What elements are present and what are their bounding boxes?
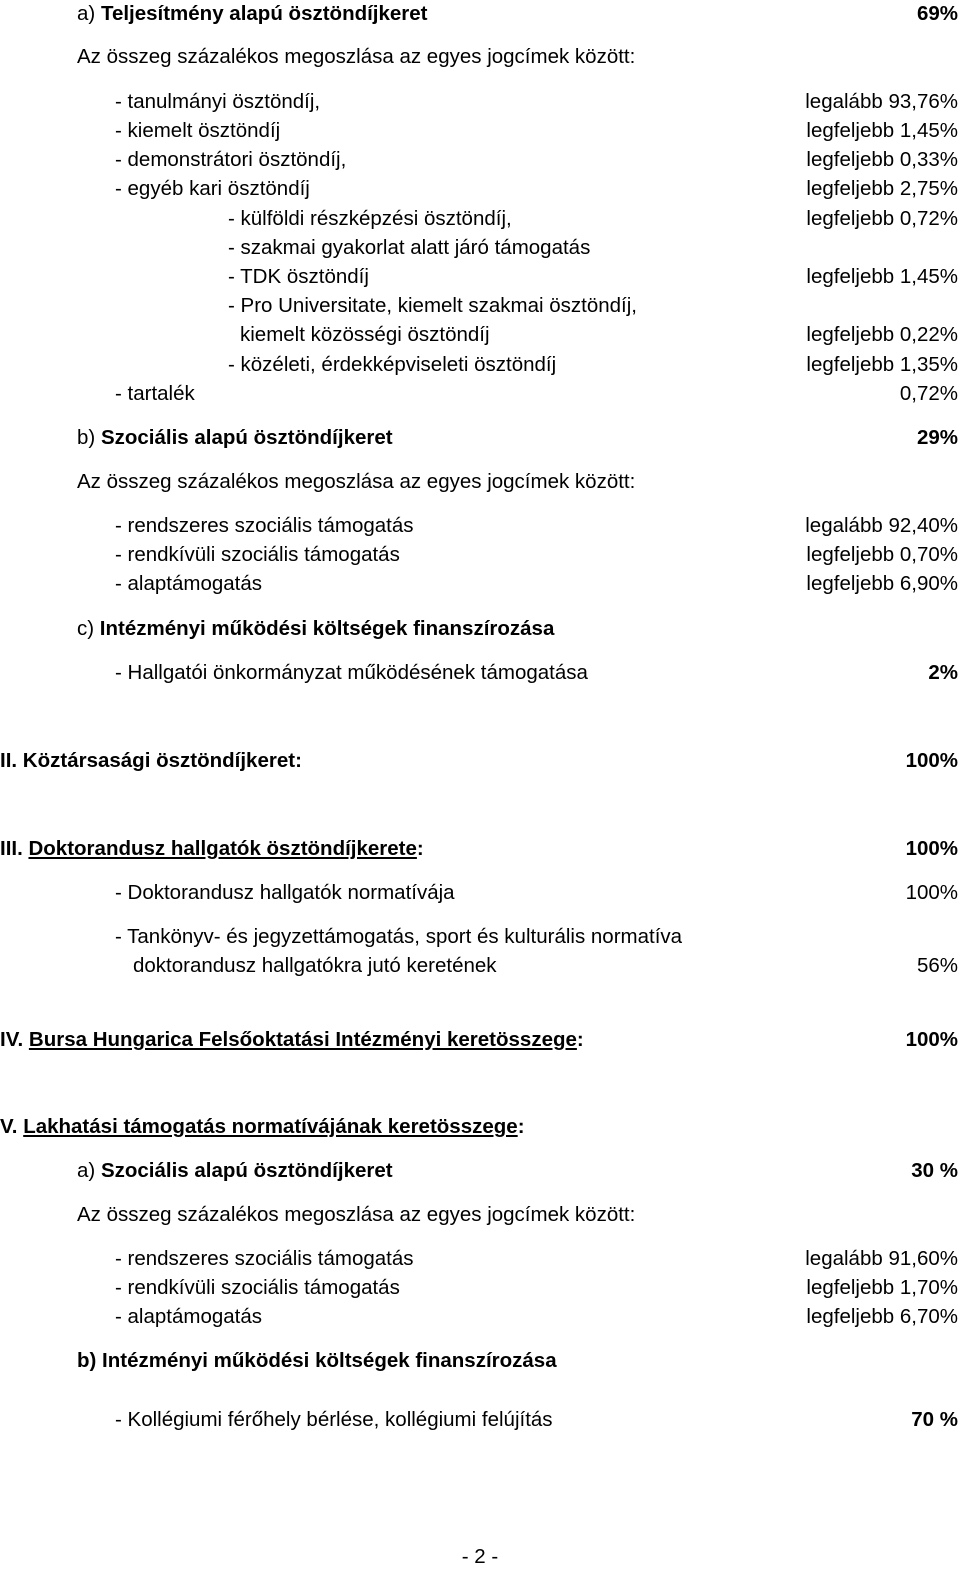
list-item-label: - alaptámogatás: [115, 572, 263, 595]
section-Va-heading: a) Szociális alapú ösztöndíjkeret: [77, 1159, 393, 1182]
section-Va-intro: Az összeg százalékos megoszlása az egyes jogcímek között:: [77, 1203, 636, 1226]
list-item-value: legfeljebb 1,45%: [806, 265, 958, 288]
page-number: - 2 -: [461, 1545, 499, 1568]
list-item-value: legfeljebb 0,33%: [806, 148, 958, 171]
section-a-percent: 69%: [916, 2, 958, 25]
list-item-label: - egyéb kari ösztöndíj: [115, 177, 310, 200]
list-item-value: 56%: [916, 954, 958, 977]
list-item-value: legfeljebb 0,72%: [806, 207, 958, 230]
section-III-heading: III. Doktorandusz hallgatók ösztöndíjkerete:: [0, 837, 424, 860]
list-item-label: - rendkívüli szociális támogatás: [115, 1276, 400, 1299]
section-b-percent: 29%: [916, 426, 958, 449]
list-item-label: - rendkívüli szociális támogatás: [115, 543, 400, 566]
list-item-label: - tartalék: [115, 382, 195, 405]
list-item-value: 100%: [905, 881, 958, 904]
section-b-heading: b) Szociális alapú ösztöndíjkeret: [77, 426, 393, 449]
list-item-label: - kiemelt ösztöndíj: [115, 119, 281, 142]
section-b-title: Szociális alapú ösztöndíjkeret: [100, 426, 393, 449]
list-item-label: - tanulmányi ösztöndíj,: [115, 90, 321, 113]
section-b-intro: Az összeg százalékos megoszlása az egyes jogcímek között:: [77, 470, 636, 493]
list-item-label: - közéleti, érdekképviseleti ösztöndíj: [228, 353, 557, 376]
list-item-label: - Kollégiumi férőhely bérlése, kollégiumi felújítás: [115, 1408, 553, 1431]
list-item-label: - külföldi részképzési ösztöndíj,: [228, 207, 512, 230]
list-item-value: legfeljebb 1,35%: [806, 353, 958, 376]
list-item-label: - demonstrátori ösztöndíj,: [115, 148, 347, 171]
section-c-heading: c) Intézményi működési költségek finanszírozása: [77, 617, 555, 640]
section-IV-percent: 100%: [905, 1028, 958, 1051]
section-III-percent: 100%: [905, 837, 958, 860]
list-item-value: legfeljebb 1,70%: [806, 1276, 958, 1299]
section-II-title: Köztársasági ösztöndíjkeret:: [22, 749, 302, 772]
list-item-label: - rendszeres szociális támogatás: [115, 514, 414, 537]
list-item-value: legfeljebb 6,90%: [806, 572, 958, 595]
section-Va-title: Szociális alapú ösztöndíjkeret: [100, 1159, 393, 1182]
section-a-title: Teljesítmény alapú ösztöndíjkeret: [100, 2, 428, 25]
section-a-heading: a) Teljesítmény alapú ösztöndíjkeret: [77, 2, 428, 25]
list-item-value: legfeljebb 0,22%: [806, 323, 958, 346]
list-item-value: legalább 93,76%: [805, 90, 958, 113]
section-IV-heading: IV. Bursa Hungarica Felsőoktatási Intézményi keretösszege:: [0, 1028, 584, 1051]
list-item-value: legfeljebb 1,45%: [806, 119, 958, 142]
list-item-value: 70 %: [911, 1408, 958, 1431]
section-Vb-heading: b) Intézményi működési költségek finanszírozása: [77, 1349, 557, 1372]
list-item-label: - Hallgatói önkormányzat működésének támogatása: [115, 661, 588, 684]
list-item-label: - Pro Universitate, kiemelt szakmai ösztöndíj,: [228, 294, 637, 317]
list-item-value: legalább 92,40%: [805, 514, 958, 537]
section-II-heading: II. Köztársasági ösztöndíjkeret:: [0, 749, 302, 772]
list-item-value: 0,72%: [899, 382, 958, 405]
list-item-value: legfeljebb 2,75%: [806, 177, 958, 200]
list-item-label-cont: doktorandusz hallgatókra jutó keretének: [133, 954, 497, 977]
list-item-value: legfeljebb 6,70%: [806, 1305, 958, 1328]
section-Va-percent: 30 %: [911, 1159, 958, 1182]
list-item-label: - alaptámogatás: [115, 1305, 263, 1328]
list-item-label: - Tankönyv- és jegyzettámogatás, sport és kulturális normatíva: [115, 925, 683, 948]
list-item-label: - Doktorandusz hallgatók normatívája: [115, 881, 455, 904]
list-item-value: legalább 91,60%: [805, 1247, 958, 1270]
section-IV-title: Bursa Hungarica Felsőoktatási Intézményi keretösszege: [28, 1028, 577, 1051]
list-item-value: 2%: [928, 661, 958, 684]
list-item-value: legfeljebb 0,70%: [806, 543, 958, 566]
section-V-heading: V. Lakhatási támogatás normatívájának keretösszege:: [0, 1115, 525, 1138]
section-II-percent: 100%: [905, 749, 958, 772]
list-item-label: kiemelt közösségi ösztöndíj: [240, 323, 490, 346]
section-a-intro: Az összeg százalékos megoszlása az egyes jogcímek között:: [77, 45, 636, 68]
section-III-title: Doktorandusz hallgatók ösztöndíjkerete: [28, 837, 417, 860]
list-item-label: - rendszeres szociális támogatás: [115, 1247, 414, 1270]
section-c-title: Intézményi működési költségek finanszírozása: [99, 617, 555, 640]
section-Vb-title: Intézményi működési költségek finanszírozása: [102, 1349, 557, 1372]
section-V-title: Lakhatási támogatás normatívájának keretösszege: [23, 1115, 518, 1138]
list-item-label: - TDK ösztöndíj: [228, 265, 369, 288]
list-item-label: - szakmai gyakorlat alatt járó támogatás: [228, 236, 591, 259]
